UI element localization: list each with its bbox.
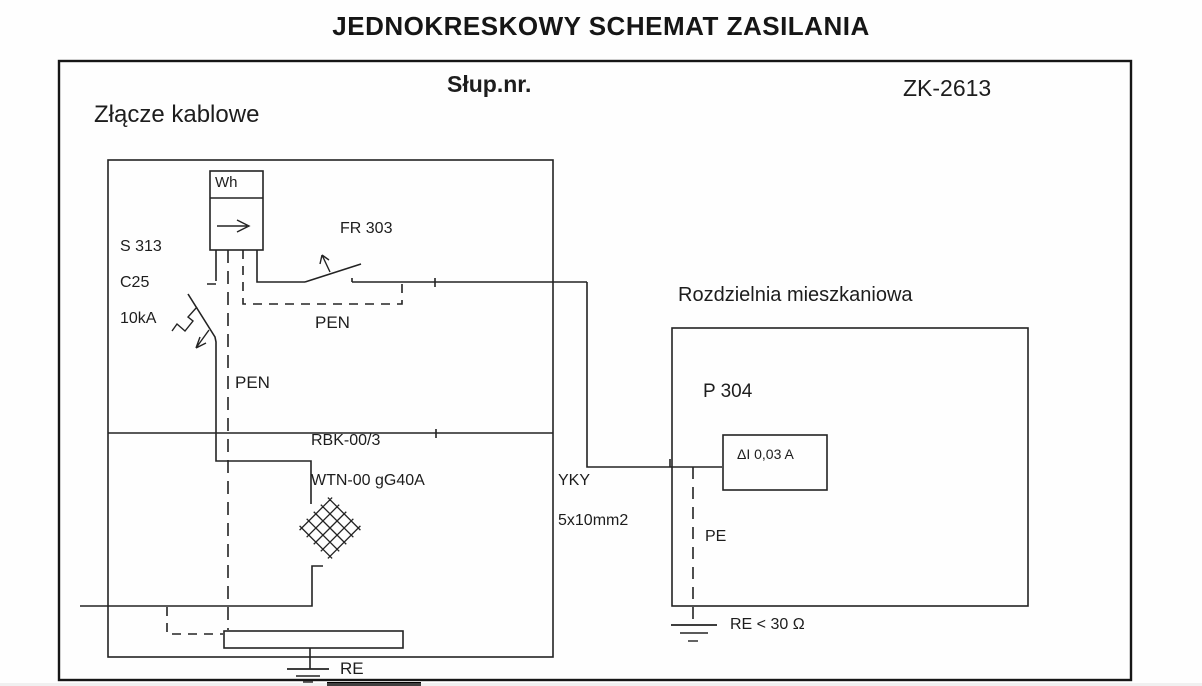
fuse-lower-lead: [80, 566, 323, 606]
feeder-wire: [587, 282, 722, 467]
fuse-label-block: [311, 431, 425, 491]
pole-number-label: Słup.nr.: [447, 71, 532, 97]
disconnector-label: FR 303: [340, 220, 393, 237]
breaker-label-block: [120, 238, 162, 328]
drawing-border: [59, 61, 1131, 680]
breaker-arrow-icon: [196, 330, 209, 348]
cabinet-code-label: ZK-2613: [903, 75, 992, 101]
feeder-cable-label-block: [558, 471, 628, 531]
disconnector-arrow-icon: [320, 255, 330, 272]
electrode-link-dashed-line: [167, 607, 223, 634]
earth-electrode-bar: [224, 631, 403, 648]
breaker-contact-line: [188, 294, 311, 504]
disconnector-lead-in: [257, 250, 305, 282]
fuse-base-label: RBK-00/3: [311, 432, 381, 449]
disconnector-lead-out: [352, 278, 587, 282]
switchboard-box: [672, 328, 1028, 606]
breaker-release-icon: [172, 307, 197, 331]
meter-label: Wh: [215, 174, 238, 191]
rcd-box: [723, 435, 827, 490]
rcd-rating-label: ΔI 0,03 A: [737, 446, 794, 462]
diagram-title: JEDNOKRESKOWY SCHEMAT ZASILANIA: [332, 11, 870, 41]
breaker-type: S 313: [120, 238, 162, 255]
cable-junction-box: [108, 160, 553, 657]
panel-label: P 304: [703, 381, 753, 402]
switchboard-heading: Rozdzielnia mieszkaniowa: [678, 284, 913, 306]
pen-upper-label: PEN: [315, 313, 350, 332]
pen-lower-label: PEN: [235, 373, 270, 392]
energy-flow-arrow-icon: [217, 220, 249, 232]
fuse-crosshatch-symbol: [297, 495, 362, 560]
earth-electrode-label: RE: [340, 659, 364, 678]
disconnector-symbol: [257, 250, 587, 282]
pe-label: PE: [705, 528, 727, 545]
cable-junction-heading: Złącze kablowe: [94, 101, 260, 128]
cable-size-label: 5x10mm2: [558, 512, 629, 529]
fuse-link-label: WTN-00 gG40A: [311, 472, 425, 489]
earth-symbol-right: [671, 625, 717, 641]
breaker-capacity: 10kA: [120, 310, 157, 327]
breaker-curve: C25: [120, 274, 150, 291]
cable-type-label: YKY: [558, 472, 591, 489]
earth-resistance-label: RE < 30 Ω: [730, 616, 805, 633]
crosshatch-lattice: [297, 495, 362, 560]
breaker-fixed-contact: [207, 250, 216, 284]
